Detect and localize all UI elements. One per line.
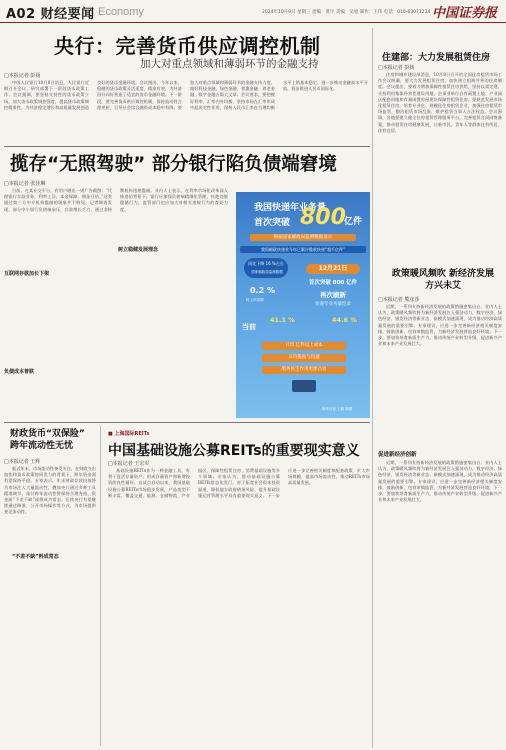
stat1-note: 国家邮政局监测数据 bbox=[251, 270, 283, 274]
right-headline-text: 政策暖风频吹 新经济发展方兴未艾 bbox=[391, 269, 495, 291]
infographic-blue-label: 我国邮政快递业今年已累计揽收快递“超千亿件” bbox=[240, 246, 366, 253]
infographic-title-line2: 首次突破 bbox=[254, 218, 291, 228]
lead-byline: □本报记者 彭扬 bbox=[4, 73, 41, 79]
feature-byline: □本报记者 张佳琳 bbox=[4, 181, 46, 187]
side-top-byline: □本报记者 彭扬 bbox=[378, 65, 415, 71]
infographic-banner: 根据国家邮政局监测数据显示 bbox=[250, 234, 356, 241]
bottom-left-section: “不差不缺”料成常态 bbox=[12, 554, 59, 560]
stat1-text: 同比下降 16 %左右 bbox=[248, 261, 284, 266]
lead-body bbox=[4, 80, 368, 144]
bottom-main-headline: 中国基础设施公募REITs的重要现实意义 bbox=[108, 443, 360, 459]
infographic-row1: 日均 亿件以上成本 bbox=[262, 342, 346, 350]
stat4-value: 44.6 % bbox=[332, 316, 357, 324]
stat3-value: 41.1 % bbox=[270, 316, 295, 324]
column-divider bbox=[372, 28, 373, 748]
bottom-left-byline: □本报记者 王辉 bbox=[4, 459, 41, 465]
side-top-text: 住房和城乡建设部消息，10月8日召开的全国住房租赁市场工作会议明确，要大力发展租赁住房，加快建立租购并举的住房制度。会议提出，要着力增加保障性租赁住房供给，坚持以需定建，支持利用集体经营性建设用地、企事业单位自有闲置土地、产业园区配套用地和存量闲置房屋建设保障性租赁住房。要规范发展市场化租赁住房，培育专业化、规模化住房租赁企业，加强住房租赁市场监管，整治租赁市场乱象，维护租赁当事人合法权益。会议强调，各地要建立健全住房租赁管理服务平台，完善租赁合同网签备案，推动租赁住房健康发展，让新市民、青年人等群体住有所居、住有宜居。 bbox=[378, 72, 502, 133]
current-label: 当前 bbox=[242, 323, 256, 331]
stat2-note: 较上年同期 bbox=[246, 298, 264, 302]
issue-meta: 2024年10月9日 星期三 责编：黄宇 美编：吴旭 制作：王伟 电话：010-63071234 bbox=[262, 10, 431, 15]
newspaper-logo: 中国证券报 bbox=[432, 6, 498, 21]
infographic-unit: 亿件 bbox=[344, 217, 363, 227]
side-top-headline: 住建部：大力发展租赁住房 bbox=[382, 53, 491, 63]
right-body-text-2: 近期，一系列支持新经济发展的政策措施密集出台。业内人士认为，政策暖风频吹将为新经济发展注入强劲动力，数字经济、绿色经济、银发经济等新业态、新模式加速涌现，成为推动经济高质量发展的重要引擎。专家建议，应进一步完善新经济相关制度安排，鼓励创新，包容审慎监管，为新经济发展营造良好环境。下一步，要加快培育新质生产力，推动传统产业转型升级，促进新兴产业和未来产业发展壮大。 bbox=[378, 460, 502, 503]
bottom-rule bbox=[4, 422, 370, 423]
truck-icon bbox=[292, 380, 316, 392]
milestone-sub1: 再次刷新 bbox=[320, 291, 346, 299]
infographic-row3: 服务民生作用更加凸显 bbox=[262, 366, 346, 374]
stat2-value: 0.2 % bbox=[250, 286, 275, 295]
right-body bbox=[378, 304, 502, 444]
bottom-left-headline-text: 财政货币“双保险” 跨年流动性无忧 bbox=[10, 429, 85, 451]
bottom-main-body bbox=[108, 468, 370, 746]
lead-subhead: 加大对重点领域和薄弱环节的金融支持 bbox=[140, 58, 319, 70]
right-body-2 bbox=[378, 460, 502, 745]
feature-section-2: 负债成本普跌 bbox=[4, 369, 35, 375]
infographic-panel bbox=[236, 192, 370, 418]
page-section-label: A02 财经要闻 bbox=[6, 7, 95, 22]
right-byline: □本报记者 熊彦莎 bbox=[378, 297, 420, 303]
infographic-row2: 日均揽收与投递 bbox=[262, 354, 346, 362]
infographic-big-number: 800 bbox=[300, 205, 346, 230]
section-rule bbox=[4, 146, 370, 147]
feature-section-1: 互联网存款加长下架 bbox=[4, 271, 50, 277]
bottom-left-body bbox=[4, 466, 96, 746]
side-top-body bbox=[378, 72, 502, 260]
section-english-label: Economy bbox=[98, 6, 144, 18]
milestone-sub2: 快递年业务量纪录 bbox=[315, 302, 351, 307]
right-section-title: 促进新经济创新 bbox=[378, 452, 417, 458]
bottom-main-byline: □本报记者 王宏军 bbox=[108, 461, 150, 467]
feature-section-3: 树立稳健发展理念 bbox=[118, 247, 159, 253]
bottom-column-divider bbox=[100, 426, 101, 746]
bottom-main-body-text: 基础设施REITs作为一种金融工具，有利于盘活存量资产，形成存量资产和新增投资的良性循环。自试点启动以来，我国基础设施公募REITs市场稳步发展，产品类型不断丰富，覆盖交通、能源、仓储物流、产业园区、保障性租赁住房、消费基础设施等多个领域。专家认为，推动基础设施公募REITs常态化发行，对于拓宽社会资本投资渠道、降低地方政府债务风险、提升基础设施运营管理水平具有重要现实意义。下一步应进一步完善相关制度和配套政策，扩大市场规模，提高市场流动性，推动REITs市场高质量发展。 bbox=[108, 468, 370, 498]
bottom-main-kicker: ■ 上海国际REITs bbox=[108, 431, 150, 437]
milestone-date: 12月21日 bbox=[306, 264, 360, 274]
bottom-left-headline bbox=[10, 428, 90, 452]
lead-body-text: 中国人民银行10月8日消息，人民银行近期召开会议，研究部署下一阶段货币政策工作。会议强调，要坚持支持性的货币政策立场，加大货币政策调控强度，提高货币政策调控精准性，为经济稳定增长和高质量发展创造良好的货币金融环境。会议指出，今年以来，稳健的货币政策灵活适度、精准有效，为经济回升向好营造了适宜的货币金融环境。下一阶段，要完善货币供应调控机制，保持流动性合理充裕，引导社会综合融资成本稳中有降。要加大对重点领域和薄弱环节的金融支持力度，做好科技金融、绿色金融、普惠金融、养老金融、数字金融五篇大文章。会议要求，要把握好利率、汇率内外均衡，坚持市场在汇率形成中起决定性作用，保持人民币汇率在合理均衡水平上的基本稳定。进一步推动金融高水平开放，稳步推进人民币国际化。 bbox=[4, 80, 368, 110]
feature-body-text: 日前，在某社交平台，有用户晒出一则广告截图：“代理银行存款业务，利率上浮，本金保障，佣金日结。”这类通过第三方中介机构揽储的现象并不鲜见。记者调查发现，部分中小银行负债端承压，存款增长乏力，通过非持牌机构违规揽储。业内人士表示，在利率市场化改革深入推进的背景下，银行应加强负债端精细化管理，杜绝违规揽储行为，监管部门也应加大对相关违规行为的查处力度。 bbox=[4, 188, 228, 212]
right-headline-1 bbox=[388, 268, 498, 292]
lead-headline: 央行：完善货币供应调控机制 bbox=[54, 34, 321, 58]
bottom-left-body-text: 临近年末，市场流动性备受关注。在财政支出加快和货币政策协同发力的背景下，跨年资金面有望保持平稳。专家表示，年末财政存款投放将为市场注入大量流动性，叠加央行通过多种工具精准调节，预计跨年流动性将保持合理充裕，资金面“不差不缺”或将成为常态。后续央行有望继续通过降准、公开市场操作等方式，为市场提供充足流动性。 bbox=[4, 466, 96, 515]
feature-headline: 揽存“无照驾驶” 部分银行陷负债端窘境 bbox=[10, 154, 337, 175]
feature-body bbox=[4, 188, 228, 408]
right-body-text: 近期，一系列支持新经济发展的政策措施密集出台。业内人士认为，政策暖风频吹将为新经济发展注入强劲动力，数字经济、绿色经济、银发经济等新业态、新模式加速涌现，成为推动经济高质量发展的重要引擎。专家建议，应进一步完善新经济相关制度安排，鼓励创新，包容审慎监管，为新经济发展营造良好环境。下一步，要加快培育新质生产力，推动传统产业转型升级，促进新兴产业和未来产业发展壮大。 bbox=[378, 304, 502, 347]
masthead bbox=[0, 0, 506, 23]
infographic-credit: 新华社发 王鹏 制图 bbox=[322, 407, 353, 411]
milestone-desc: 首次突破 800 亿件 bbox=[308, 280, 358, 286]
infographic-title-line1: 我国快递年业务量 bbox=[254, 203, 327, 213]
